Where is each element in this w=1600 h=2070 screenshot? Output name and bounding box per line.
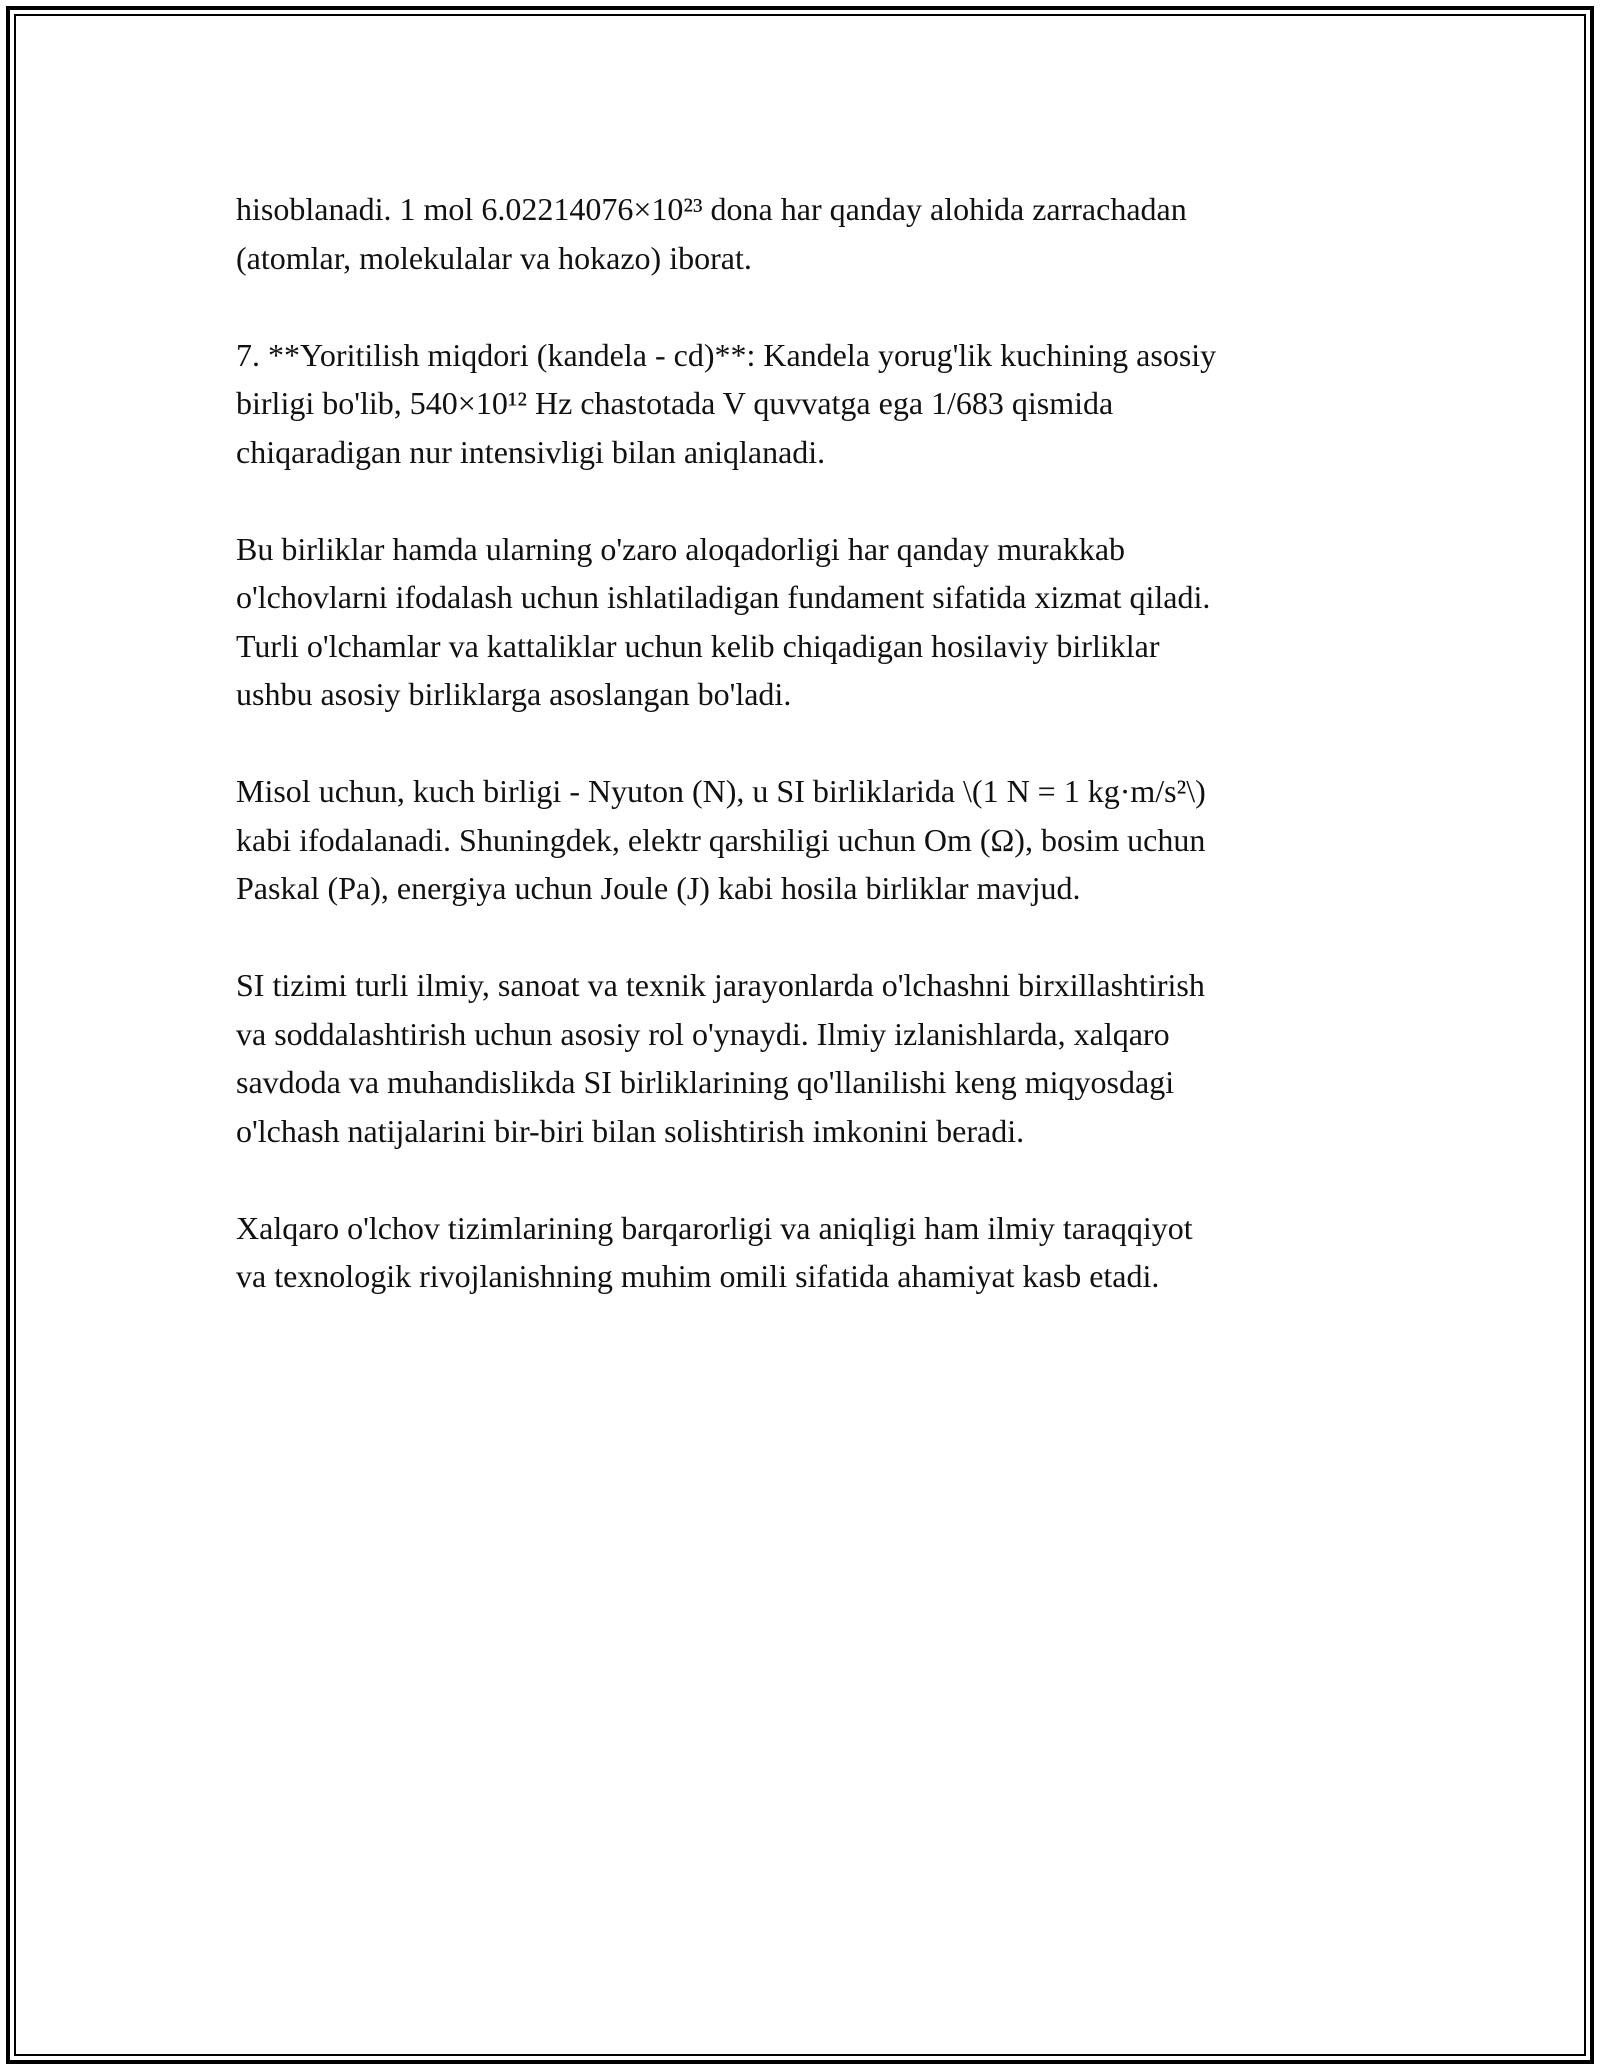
document-body [236,185,1386,1349]
paragraph-conclusion: Xalqaro o'lchov tizimlarining barqarorligi va aniqligi ham ilmiy taraqqiyot va texnologik rivojlanishning muhim omili sifatida ahamiyat kasb etadi. [236,1209,1193,1294]
paragraph-base-units: Bu birliklar hamda ularning o'zaro aloqadorligi har qanday murakkab o'lchovlarni ifodalash uchun ishlatiladigan fundament sifatida xizmat qiladi. Turli o'lchamlar va kattaliklar uchun kelib chiqadigan hosilaviy birliklar ushbu asosiy birliklarga asoslangan bo'ladi. [236,530,1211,712]
paragraph-candela: 7. **Yoritilish miqdori (kandela - cd)**: Kandela yorug'lik kuchining asosiy birligi bo'lib, 540×10¹² Hz chastotada V quvvatga ega 1/683 qismida chiqaradigan nur intensivligi bilan aniqlanadi. [236,336,1217,470]
paragraph-si-role: SI tizimi turli ilmiy, sanoat va texnik jarayonlarda o'lchashni birxillashtirish va soddalashtirish uchun asosiy rol o'ynaydi. Ilmiy izlanishlarda, xalqaro savdoda va muhandislikda SI birliklarining qo'llanilishi keng miqyosdagi o'lchash natijalarini bir-biri bilan solishtirish imkonini beradi. [236,967,1205,1149]
paragraph-mol-definition: hisoblanadi. 1 mol 6.02214076×10²³ dona har qanday alohida zarrachadan (atomlar, molekulalar va hokazo) iborat. [236,191,1187,276]
paragraph-derived-units: Misol uchun, kuch birligi - Nyuton (N), u SI birliklarida \(1 N = 1 kg·m/s²\) kabi ifodalanadi. Shuningdek, elektr qarshiligi uchun Om (Ω), bosim uchun Paskal (Pa), energiya uchun Joule (J) kabi hosila birliklar mavjud. [236,773,1206,906]
